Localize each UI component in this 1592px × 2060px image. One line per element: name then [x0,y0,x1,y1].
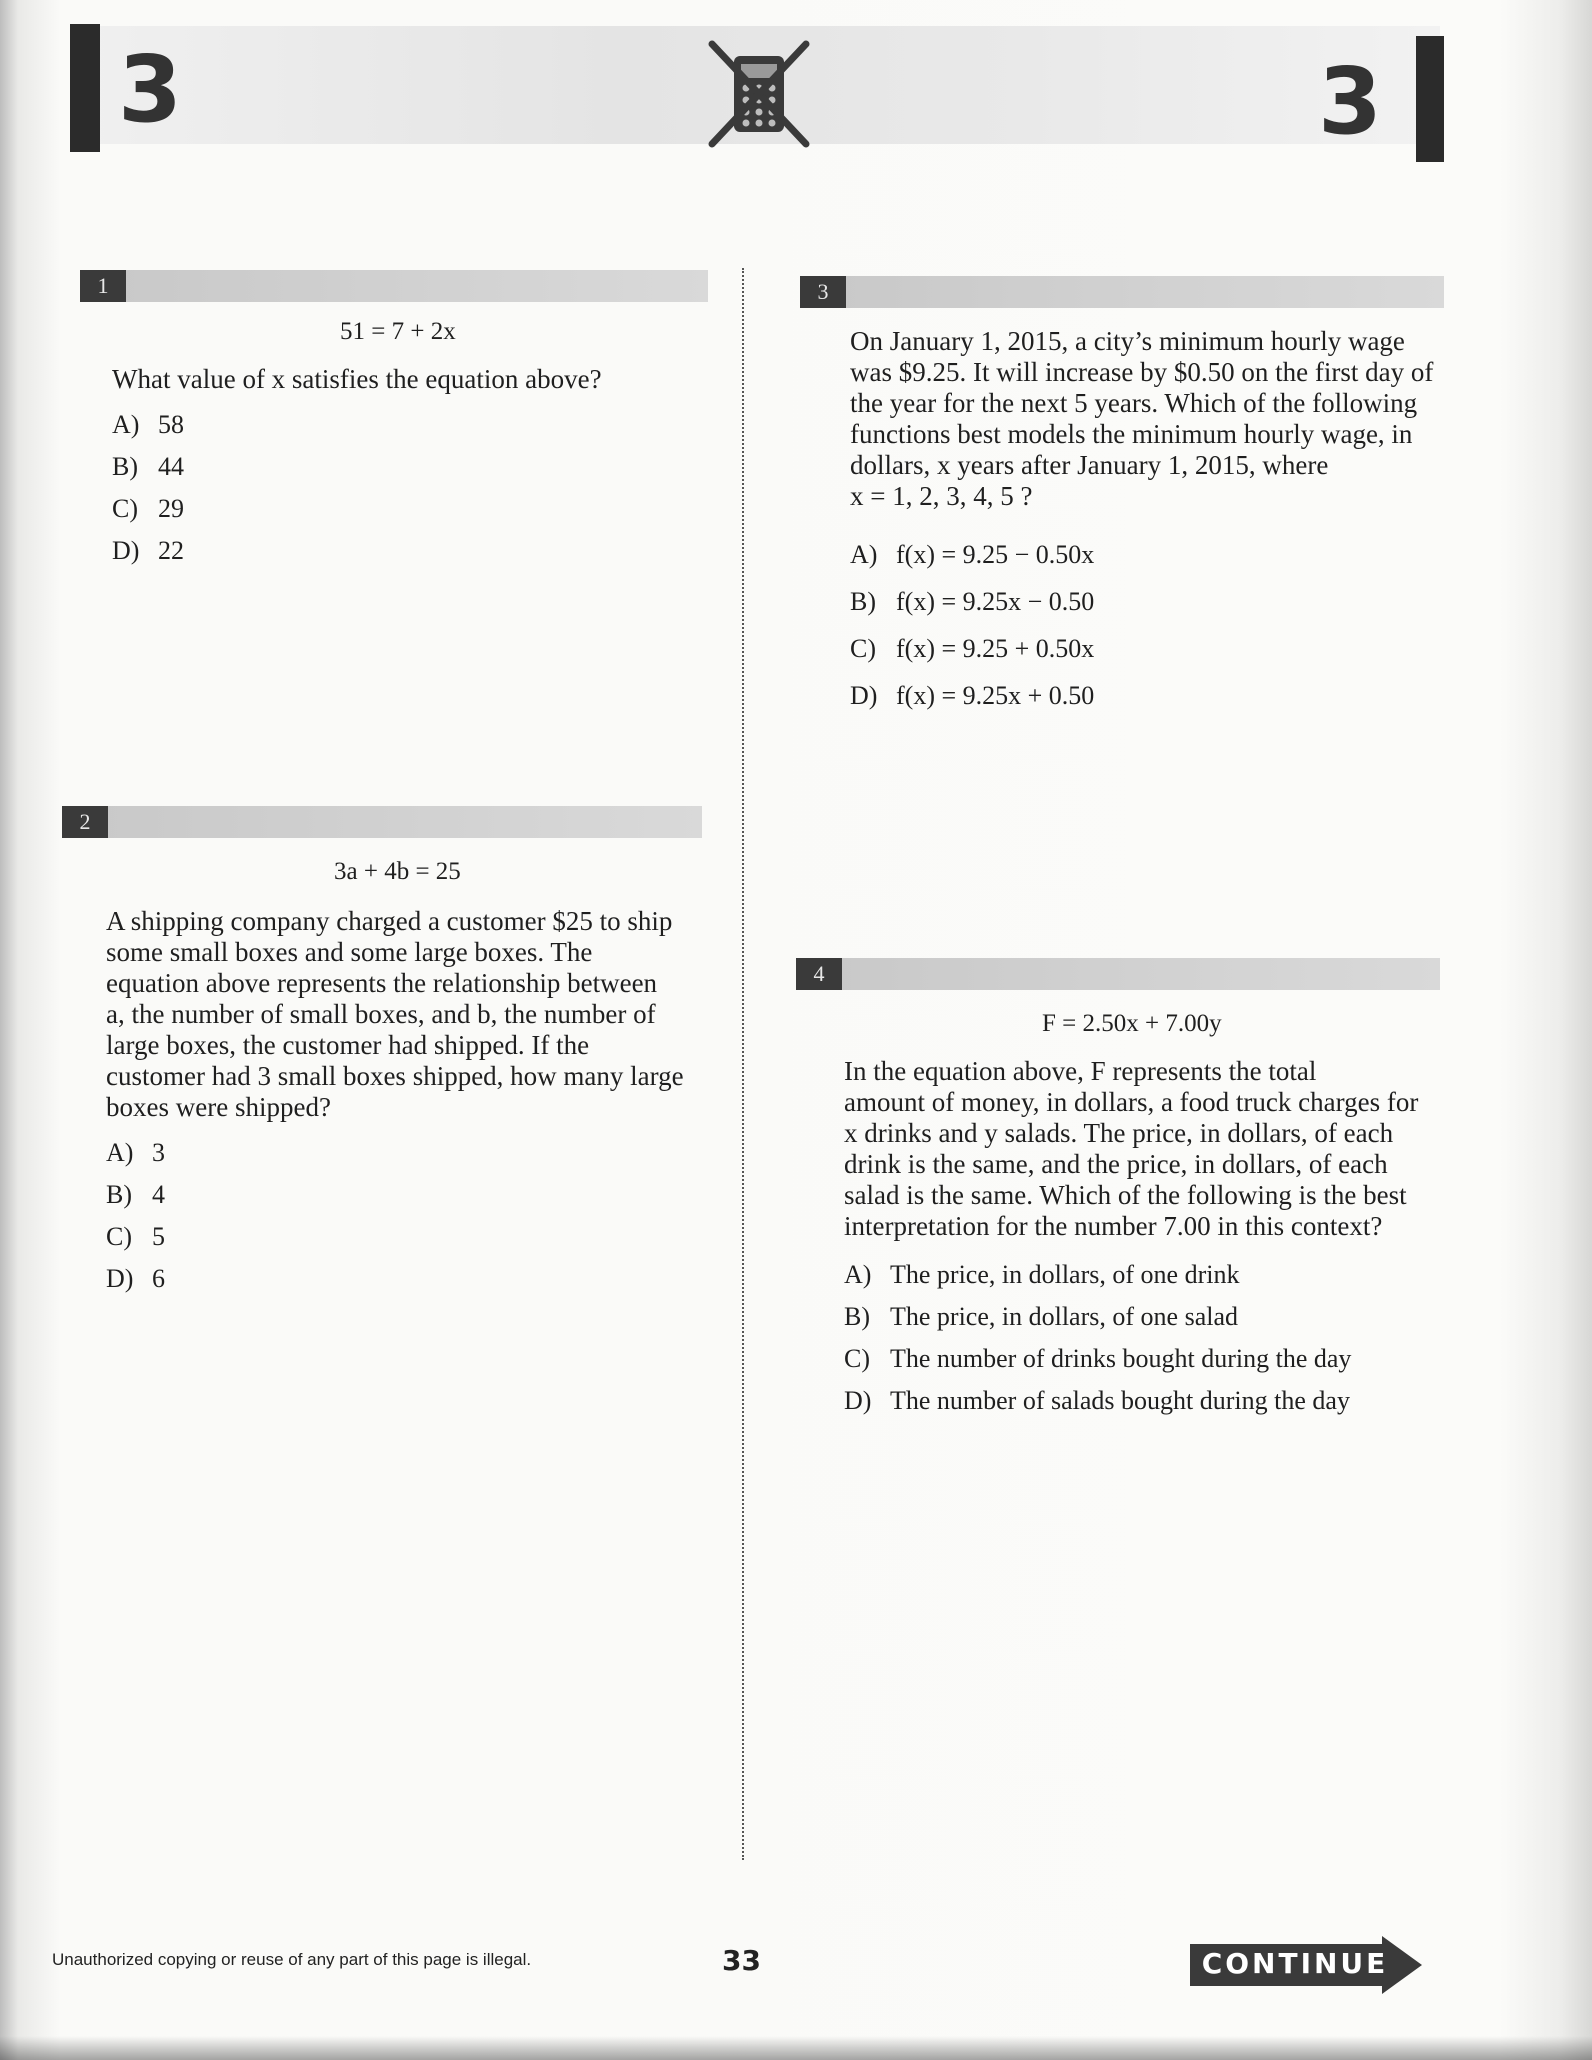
answer-choice[interactable] [850,587,1094,634]
choice-text: The price, in dollars, of one drink [890,1260,1240,1289]
answer-choice[interactable] [850,634,1094,681]
question-2-stem [106,906,726,1123]
stem-line: salad is the same. Which of the following is the best [844,1180,1407,1210]
copyright-notice: Unauthorized copying or reuse of any part of this page is illegal. [52,1950,532,1969]
answer-choice[interactable] [106,1138,165,1180]
question-2-choices [106,1138,165,1306]
question-4-stem [844,1056,1454,1242]
question-4-equation [1042,1010,1222,1038]
section-number-left: 3 [118,36,183,143]
choice-letter: C) [106,1222,132,1251]
choice-letter: D) [112,536,140,565]
question-3-choices [850,540,1094,728]
choice-text: 29 [158,494,184,523]
stem-line: A shipping company charged a customer $25 to ship [106,906,673,936]
answer-choice[interactable] [106,1180,165,1222]
section-number-right: 3 [1318,48,1383,155]
choice-letter: B) [112,452,138,481]
page-edge-shadow [0,2036,1592,2060]
stem-line: a, the number of small boxes, and b, the number of [106,999,656,1029]
choice-text: The number of salads bought during the day [890,1386,1350,1415]
choice-letter: C) [850,634,876,663]
question-4-header [796,958,1440,990]
stem-line: the year for the next 5 years. Which of the following [850,388,1418,418]
choice-letter: C) [844,1344,870,1373]
answer-choice[interactable] [112,536,184,578]
question-number: 4 [796,958,842,990]
stem-line: was $9.25. It will increase by $0.50 on the first day of [850,357,1434,387]
choice-letter: B) [850,587,876,616]
question-1-equation [340,318,456,346]
question-2-header [62,806,702,838]
choice-text: The price, in dollars, of one salad [890,1302,1238,1331]
section-marker-left [70,24,100,152]
choice-text: 44 [158,452,184,481]
choice-text: 5 [152,1222,165,1251]
question-1-header [80,270,708,302]
answer-choice[interactable] [850,540,1094,587]
answer-choice[interactable] [844,1386,1351,1428]
answer-choice[interactable] [844,1260,1351,1302]
choice-letter: B) [844,1302,870,1331]
stem-line: customer had 3 small boxes shipped, how many large [106,1061,684,1091]
choice-letter: B) [106,1180,132,1209]
stem-line: drink is the same, and the price, in dollars, of each [844,1149,1388,1179]
choice-text: f(x) = 9.25x − 0.50 [896,587,1095,616]
stem-line: x = 1, 2, 3, 4, 5 ? [850,481,1033,511]
section-marker-right [1416,36,1444,162]
choice-letter: D) [106,1264,134,1293]
stem-line: On January 1, 2015, a city’s minimum hourly wage [850,326,1405,356]
choice-text: 22 [158,536,184,565]
equation-text: F = 2.50x + 7.00y [1042,1010,1222,1037]
stem-line: interpretation for the number 7.00 in this context? [844,1211,1383,1241]
question-4-choices [844,1260,1351,1428]
answer-choice[interactable] [106,1264,165,1306]
stem-line: equation above represents the relationship between [106,968,658,998]
choice-text: The number of drinks bought during the day [890,1344,1352,1373]
question-number: 3 [800,276,846,308]
question-number: 2 [62,806,108,838]
stem-line: dollars, x years after January 1, 2015, where [850,450,1329,480]
continue-button-label: CONTINUE [1201,1947,1389,1980]
choice-letter: C) [112,494,138,523]
answer-choice[interactable] [112,452,184,494]
stem-line: some small boxes and some large boxes. The [106,937,593,967]
question-2-equation [334,858,461,886]
choice-letter: A) [106,1138,134,1167]
choice-text: f(x) = 9.25x + 0.50 [896,681,1095,710]
answer-choice[interactable] [844,1302,1351,1344]
choice-text: f(x) = 9.25 + 0.50x [896,634,1095,663]
answer-choice[interactable] [112,494,184,536]
no-calculator-icon [704,36,814,152]
question-3-header [800,276,1444,308]
choice-text: 6 [152,1264,165,1293]
question-1-choices [112,410,184,578]
answer-choice[interactable] [112,410,184,452]
column-divider [742,268,744,1860]
choice-text: 58 [158,410,184,439]
choice-letter: D) [844,1386,872,1415]
equation-text: 3a + 4b = 25 [334,858,461,885]
question-3-stem [850,326,1450,512]
choice-letter: A) [844,1260,872,1289]
page-number: 33 [722,1944,761,1977]
stem-line: large boxes, the customer had shipped. If the [106,1030,590,1060]
equation-text: 51 = 7 + 2x [340,318,456,345]
stem-line: x drinks and y salads. The price, in dollars, of each [844,1118,1394,1148]
answer-choice[interactable] [850,681,1094,728]
stem-line: functions best models the minimum hourly wage, in [850,419,1413,449]
choice-letter: A) [850,540,878,569]
answer-choice[interactable] [106,1222,165,1264]
choice-letter: A) [112,410,140,439]
stem-line: In the equation above, F represents the total [844,1056,1317,1086]
choice-text: 3 [152,1138,165,1167]
choice-letter: D) [850,681,878,710]
question-1-stem: What value of x satisfies the equation above? [112,364,602,394]
stem-line: amount of money, in dollars, a food truck charges for [844,1087,1419,1117]
stem-line: boxes were shipped? [106,1092,331,1122]
choice-text: 4 [152,1180,165,1209]
answer-choice[interactable] [844,1344,1351,1386]
choice-text: f(x) = 9.25 − 0.50x [896,540,1095,569]
question-number: 1 [80,270,126,302]
